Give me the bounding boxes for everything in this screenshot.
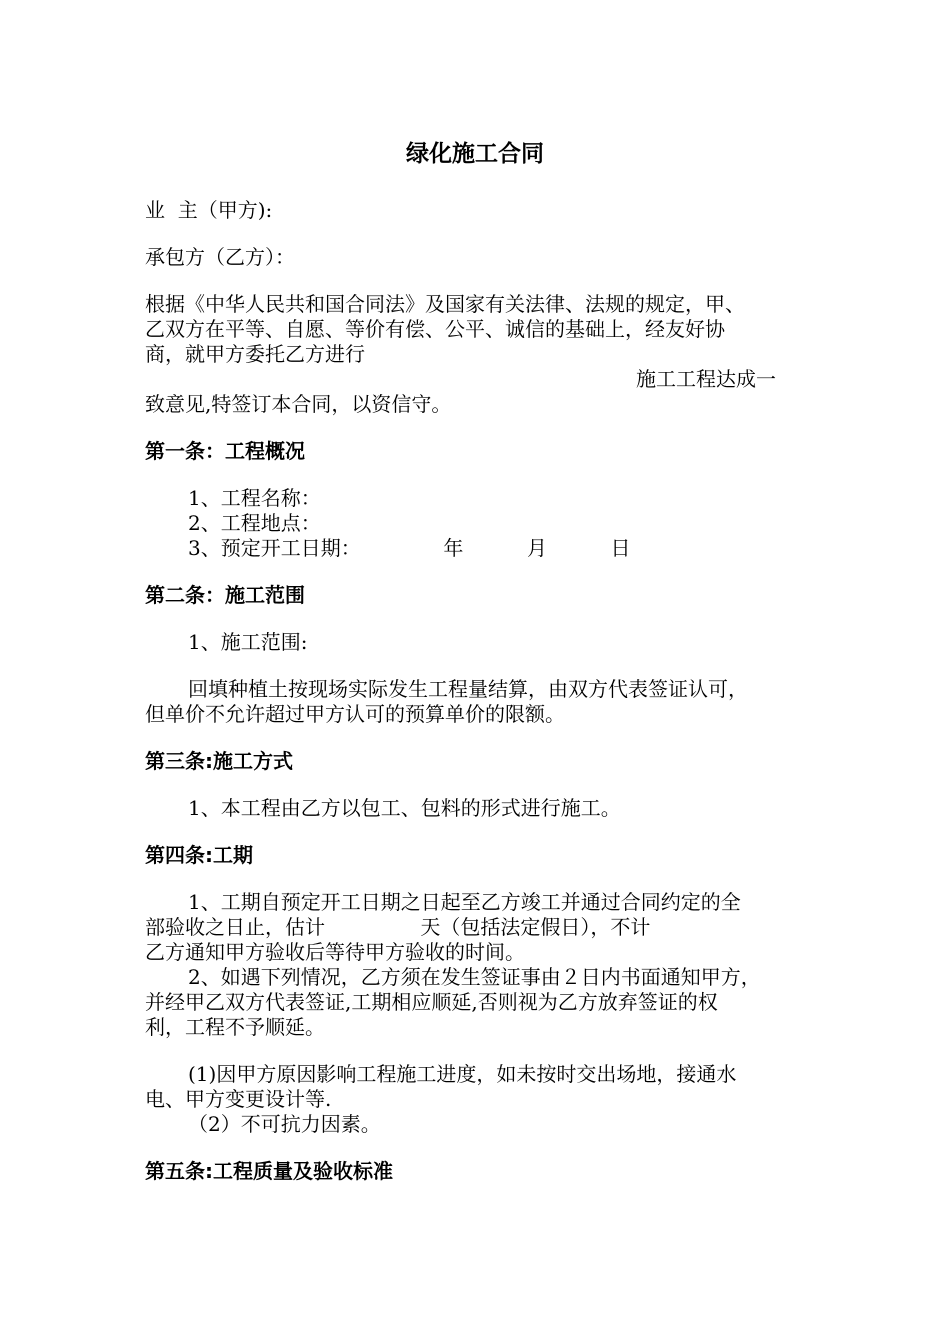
intro-line-5: 致意见,特签订本合同，以资信守。 <box>145 392 452 416</box>
article-3-item-1: 1、本工程由乙方以包工、包料的形式进行施工。 <box>188 796 621 820</box>
intro-line-1: 根据《中华人民共和国合同法》及国家有关法律、法规的规定，甲、 <box>145 292 745 316</box>
article-2-item-1: 1、施工范围: <box>188 630 308 654</box>
article-4-p1-line-2: 部验收之日止，估计 天（包括法定假日），不计 <box>145 915 651 939</box>
article-2-para-line-1: 回填种植土按现场实际发生工程量结算，由双方代表签证认可， <box>188 677 748 701</box>
article-1-heading: 第一条：工程概况 <box>145 439 305 463</box>
article-2-heading: 第二条：施工范围 <box>145 583 305 607</box>
article-1-item-2: 2、工程地点： <box>188 511 321 535</box>
article-4-p4: （2）不可抗力因素。 <box>188 1112 381 1136</box>
article-4-heading: 第四条:工期 <box>145 843 253 867</box>
article-5-heading: 第五条:工程质量及验收标准 <box>145 1159 393 1183</box>
article-4-p2-line-1: 2、如遇下列情况，乙方须在发生签证事由２日内书面通知甲方， <box>188 965 761 989</box>
article-1-item-3: 3、预定开工日期： 年 月 日 <box>188 536 631 560</box>
article-4-p2-line-2: 并经甲乙双方代表签证,工期相应顺延,否则视为乙方放弃签证的权 <box>145 990 718 1014</box>
article-4-p3-line-2: 电、甲方变更设计等. <box>145 1087 332 1111</box>
article-4-p1-line-1: 1、工期自预定开工日期之日起至乙方竣工并通过合同约定的全 <box>188 890 741 914</box>
intro-line-4: 施工工程达成一 <box>636 367 776 391</box>
intro-line-2: 乙双方在平等、自愿、等价有偿、公平、诚信的基础上，经友好协 <box>145 317 725 341</box>
party-b-label: 承包方（乙方）： <box>145 245 295 269</box>
article-2-para-line-2: 但单价不允许超过甲方认可的预算单价的限额。 <box>145 702 565 726</box>
article-4-p2-line-3: 利，工程不予顺延。 <box>145 1015 325 1039</box>
article-4-p3-line-1: (1)因甲方原因影响工程施工进度，如未按时交出场地，接通水 <box>188 1062 737 1086</box>
article-4-p1-line-3: 乙方通知甲方验收后等待甲方验收的时间。 <box>145 940 525 964</box>
contract-title: 绿化施工合同 <box>406 141 544 167</box>
article-3-heading: 第三条:施工方式 <box>145 749 293 773</box>
intro-line-3: 商，就甲方委托乙方进行 <box>145 342 365 366</box>
article-1-item-1: 1、工程名称： <box>188 486 321 510</box>
party-a-label: 业 主（甲方): <box>145 198 273 222</box>
